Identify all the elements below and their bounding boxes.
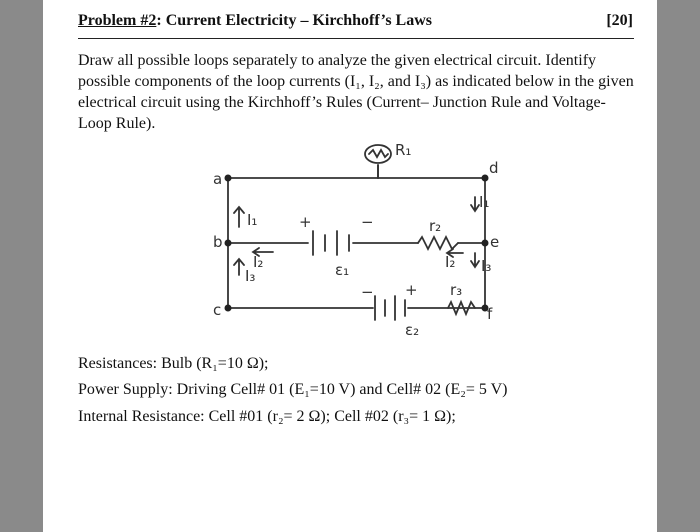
wire-top-left: [228, 165, 378, 178]
node-b: [225, 240, 232, 247]
given-power-supply: Power Supply: Driving Cell# 01 (E₁=10 V) and Cell# 02 (E₂= 5 V): [78, 381, 508, 398]
label-node-d: d: [489, 159, 499, 177]
problem-points: [20]: [606, 12, 633, 29]
label-plus-e2: +: [405, 281, 418, 299]
label-node-f: f: [487, 305, 493, 323]
label-minus-e1: −: [361, 213, 374, 231]
node-e: [482, 240, 489, 247]
label-i3-right: I₃: [481, 257, 492, 275]
circuit-diagram: [213, 135, 500, 340]
node-c: [225, 305, 232, 312]
label-r3: r₃: [450, 281, 463, 299]
label-i2-mid: I₂: [253, 253, 264, 271]
node-d: [482, 175, 489, 182]
worksheet-page: [43, 0, 657, 532]
label-i1-right: I₁: [479, 193, 490, 211]
problem-title: [78, 12, 432, 29]
header-divider: [78, 38, 634, 39]
label-plus-e1: +: [299, 213, 312, 231]
problem-statement: Draw all possible loops separately to analyze the given electrical circuit. Identify possible components of the loop currents (I₁, I₂, and I₃) as indicated below in the given electrical circuit using the Kirchhoff’s Rules (Current– Junction Rule and Voltage-Loop Rule).: [78, 52, 634, 132]
label-e2: ε₂: [405, 321, 420, 339]
problem-title-rest: : Current Electricity – Kirchhoff’s Laws: [156, 12, 433, 29]
label-node-e: e: [490, 233, 500, 251]
cell1-plates: [313, 231, 349, 255]
given-resistances: Resistances: Bulb (R₁=10 Ω);: [78, 355, 269, 372]
label-r1: R₁: [395, 141, 412, 159]
node-a: [225, 175, 232, 182]
label-node-c: c: [213, 301, 222, 319]
label-node-b: b: [213, 233, 223, 251]
arrow-i1-right: [471, 197, 479, 211]
label-e1: ε₁: [335, 261, 350, 279]
label-node-a: a: [213, 170, 223, 188]
problem-header: [78, 12, 633, 30]
problem-label: Problem #2: [78, 12, 157, 29]
label-i2-right: I₂: [445, 253, 456, 271]
label-i3-left: I₃: [245, 267, 256, 285]
label-minus-e2: −: [361, 283, 374, 301]
given-internal-resistance: Internal Resistance: Cell #01 (r₂= 2 Ω); Cell #02 (r₃= 1 Ω);: [78, 408, 456, 425]
cell2-plates: [375, 296, 405, 320]
arrow-i3-left: [234, 259, 244, 275]
resistor-r2: [418, 237, 458, 249]
wire-top-right: [378, 165, 485, 178]
arrow-i3-right: [471, 253, 479, 267]
arrow-i1-left: [234, 207, 244, 227]
label-r2: r₂: [429, 217, 442, 235]
label-i1-left: I₁: [247, 211, 258, 229]
